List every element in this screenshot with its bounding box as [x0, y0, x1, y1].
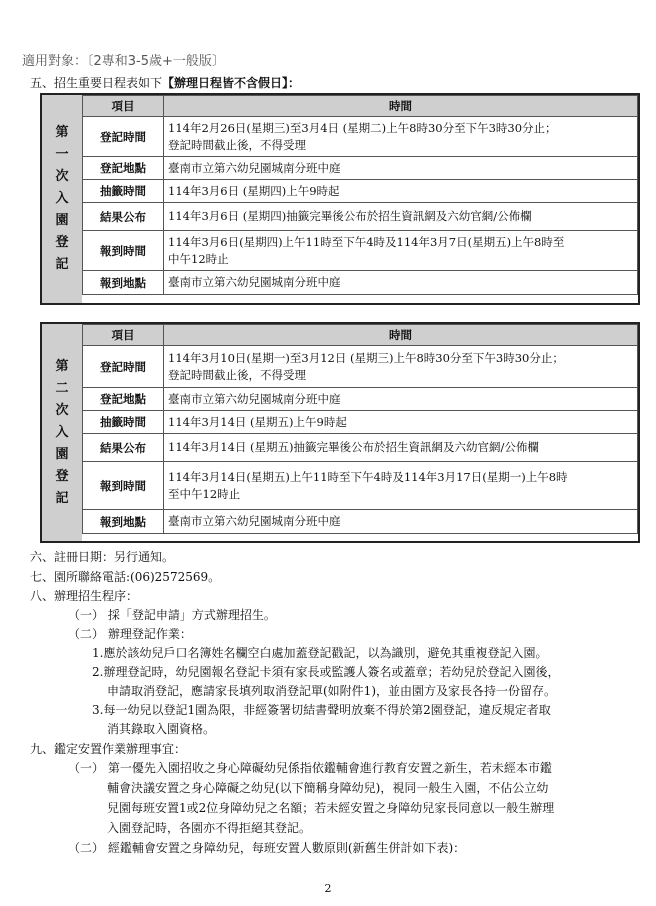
row-value: 114年3月14日 (星期五)抽籤完畢後公布於招生資訊網及六幼官網/公佈欄 [164, 434, 638, 462]
section-9-item-1: （一） 第一優先入園招收之身心障礙幼兒係指依鑑輔會進行教育安置之新生，若未經本市鑑 [68, 761, 552, 775]
table-row [83, 434, 638, 462]
row-item: 報到地點 [83, 271, 164, 295]
table-row [83, 157, 638, 180]
round-2-side-label: 第 二 次 入 園 登 記 [42, 324, 82, 541]
table-header-row [83, 325, 638, 346]
row-value: 114年3月6日(星期四)上午11時至下午4時及114年3月7日(星期五)上午8時至 中午12時止 [164, 231, 638, 271]
table-row [83, 462, 638, 510]
section-8-item-1: （一） 採「登記申請」方式辦理招生。 [68, 608, 276, 622]
section-8-sub-3-cont: 消其錄取入園資格。 [107, 722, 216, 736]
section-9-item-1-cont: 輔會決議安置之身心障礙之幼兒(以下簡稱身障幼兒)，視同一般生入園，不佔公立幼 [107, 781, 549, 795]
table-header-row [83, 96, 638, 117]
section-8-sub-1: 1.應於該幼兒戶口名簿姓名欄空白處加蓋登記戳記，以為識別，避免其重複登記入園。 [92, 646, 548, 660]
section-5-note: 【辦理日程皆不含假日】： [162, 76, 301, 90]
section-9-item-2: （二） 經鑑輔會安置之身障幼兒，每班安置人數原則(新舊生併計如下表)： [68, 841, 466, 855]
table-row [83, 117, 638, 157]
section-5-prefix: 五、招生重要日程表如下 [30, 76, 163, 90]
row-value: 114年3月6日 (星期四)抽籤完畢後公布於招生資訊網及六幼官網/公佈欄 [164, 203, 638, 231]
col-item-header: 項目 [83, 96, 164, 117]
row-item: 登記時間 [83, 117, 164, 157]
row-item: 抽籤時間 [83, 411, 164, 434]
applicable-target-header: 適用對象：〔2專和3-5歲+一般版〕 [22, 54, 225, 69]
row-item: 登記地點 [83, 388, 164, 411]
row-item: 報到地點 [83, 510, 164, 534]
row-value: 114年3月14日 (星期五)上午9時起 [164, 411, 638, 434]
table-row [83, 271, 638, 295]
table-row [83, 411, 638, 434]
section-5-heading [30, 74, 300, 91]
row-value: 臺南市立第六幼兒園城南分班中庭 [164, 157, 638, 180]
col-time-header: 時間 [164, 96, 638, 117]
section-9-item-1-cont: 入園登記時，各園亦不得拒絕其登記。 [107, 821, 312, 835]
row-item: 登記地點 [83, 157, 164, 180]
col-item-header: 項目 [83, 325, 164, 346]
row-item: 報到時間 [83, 231, 164, 271]
row-value: 114年3月6日 (星期四)上午9時起 [164, 180, 638, 203]
section-8-item-2: （二） 辦理登記作業： [68, 627, 192, 641]
row-item: 登記時間 [83, 346, 164, 388]
row-item: 結果公布 [83, 434, 164, 462]
row-value: 臺南市立第六幼兒園城南分班中庭 [164, 388, 638, 411]
section-9-heading: 九、鑑定安置作業辦理事宜： [30, 742, 187, 756]
section-8-sub-2: 2.辦理登記時，幼兒園報名登記卡須有家長或監護人簽名或蓋章；若幼兒於登記入園後， [92, 665, 560, 679]
section-8-sub-2-cont: 申請取消登記，應請家長填列取消登記單(如附件1)，並由園方及家長各持一份留存。 [107, 684, 557, 698]
table-row [83, 388, 638, 411]
row-value: 臺南市立第六幼兒園城南分班中庭 [164, 271, 638, 295]
section-8-sub-3: 3.每一幼兒以登記1園為限，非經簽署切結書聲明放棄不得於第2園登記，違反規定者取 [92, 703, 551, 717]
col-time-header: 時間 [164, 325, 638, 346]
table-row [83, 346, 638, 388]
row-value: 114年3月10日(星期一)至3月12日 (星期三)上午8時30分至下午3時30分止； 登記時間截止後，不得受理 [164, 346, 638, 388]
table-row [83, 510, 638, 534]
section-8-heading: 八、辦理招生程序： [30, 589, 139, 603]
row-value: 114年2月26日(星期三)至3月4日 (星期二)上午8時30分至下午3時30分止； 登記時間截止後，不得受理 [164, 117, 638, 157]
section-9-item-1-cont: 兒園每班安置1或2位身障幼兒之名額；若未經安置之身障幼兒家長同意以一般生辦理 [107, 801, 555, 815]
schedule-table-round-2 [40, 322, 640, 543]
section-7-phone: 七、園所聯絡電話:(06)2572569。 [30, 570, 221, 584]
table-row [83, 180, 638, 203]
schedule-table-round-1 [40, 93, 640, 305]
row-item: 結果公布 [83, 203, 164, 231]
row-item: 抽籤時間 [83, 180, 164, 203]
row-value: 臺南市立第六幼兒園城南分班中庭 [164, 510, 638, 534]
table-row [83, 203, 638, 231]
section-6-registration: 六、註冊日期：另行通知。 [30, 550, 175, 564]
table-row [83, 231, 638, 271]
page-number: 2 [324, 882, 332, 895]
row-value: 114年3月14日(星期五)上午11時至下午4時及114年3月17日(星期一)上午8時 至中午12時止 [164, 462, 638, 510]
row-item: 報到時間 [83, 462, 164, 510]
round-1-side-label: 第 一 次 入 園 登 記 [42, 95, 82, 303]
